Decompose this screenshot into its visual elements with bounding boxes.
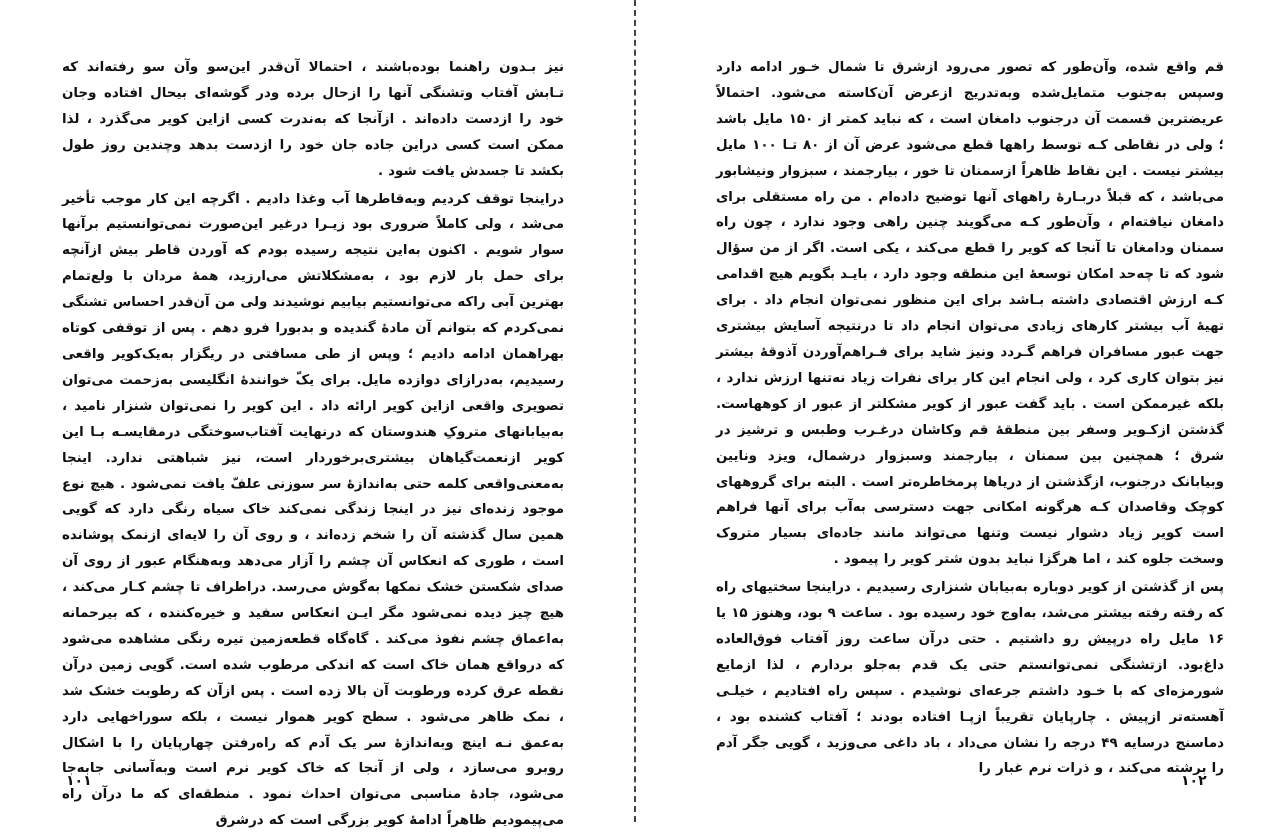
paragraph: نیز بـدون راهنما بوده‌باشند ، احتمالا آن‌قدر این‌سو وآن سو رفته‌اند که تـابش آفتاب وتشنگی آنها را ازحال برده ودر گوشه‌ای بیحال افتاده وجان خود را ازدست داده‌اند . ازآنجا که به‌ندرت کسی ازاین کویر می‌گذرد ، لذا ممکن است کسی دراین جاده جان خود را ازدست بدهد وچندین روز طول بکشد تا جسدش یافت شود .: [62, 60, 564, 179]
paragraph: پس از گذشتن از کویر دوباره به‌بیابان شنزاری رسیدیم . دراینجا سختیهای راه که رفته رفته بیشتر می‌شد، به‌اوج خود رسیده بود . ساعت ۹ بود، وهنوز ۱۵ یا ۱۶ مایل راه درپیش رو داشتیم . حتی درآن ساعت روز آفتاب فوق‌العاده داغ‌بود. ازتشنگی نمی‌توانستم حتی یک قدم به‌جلو بردارم ، لذا ازمایع شورمزه‌ای که با خـود داشتم جرعه‌ای نوشیدم . سپس راه افتادیم ، خیلـی آهسته‌تر ازپیش . چارپایان تقریباً ازپـا افتاده بودند ؛ آفتاب کشنده بود ، دماسنج درسایه ۴۹ درجه را نشان می‌داد ، باد داغی می‌وزید ، گویی جگر آدم را برشته می‌کند ، و ذرات نرم غبار را: [716, 580, 1225, 777]
right-page-number: ۱۰۲: [1181, 773, 1207, 789]
paragraph: دراینجا توقف کردیم وبه‌قاطرها آب وغذا دادیم . اگرچه این کار موجب تأخیر می‌شد ، ولی کاملاً ضروری بود زیـرا درغیر این‌صورت نمی‌توانستیم برآنها سوار شویم . اکنون به‌این نتیجه رسیده بودم که آوردن قاطر بیش ازآنچه برای حمل بار لازم بود ، به‌مشکلاتش می‌ارزید، همهٔ مردان با ولع‌تمام بهترین آبی راکه می‌توانستیم بیابیم نوشیدند ولی من آن‌قدر احساس تشنگی نمی‌کردم که بتوانم آن مادهٔ گندیده و بدبورا فرو دهم . پس از توقفی کوتاه بهراهمان ادامه دادیم ؛ وپس از طی مسافتی در ریگزار به‌یک‌کویر واقعی رسیدیم، به‌درازای دوازده مایل. برای یکّ خوانندهٔ انگلیسی به‌زحمت می‌توان تصویری واقعی ازاین کویر ارائه داد . این کویر را نمی‌توان شنزار نامید ، به‌بیابانهای متروکِ هندوستان که درنهایت آفتاب‌سوختگی درمقایسـه بـا این کویر ازنعمت‌گیاهان بیشتری‌برخوردار است، نیز شباهتی ندارد. اینجا به‌معنی‌واقعی کلمه حتی به‌اندازهٔ سر سوزنی علفّ یافت نمی‌شود . هیچ نوع موجود زنده‌ای نیز در اینجا زندگی نمی‌کند خاک سیاه رنگی دارد که گویی همین سال گذشته آن را شخم زده‌اند ، و روی آن را لایه‌ای ازنمک پوشانده است ، طوری که انعکاس آن چشم را آزار می‌دهد وبه‌هنگام عبور از روی آن صدای شکستن خشک نمکها به‌گوش می‌رسد. دراطراف تا چشم کـار می‌کند ، هیچ چیز دیده نمی‌شود مگر ایـن انعکاس سفید و خیره‌کننده ، که بیرحمانه به‌اعماق چشم نفوذ می‌کند . گاه‌گاه قطعه‌زمین تیره رنگی مشاهده می‌شود که درواقع همان خاک است که اندکی مرطوب شده است. گویی زمین درآن نقطه عرق کرده ورطوبت آن بالا زده است . پس ازآن که رطوبت خشک شد ، نمک ظاهر می‌شود . سطح کویر هموار نیست ، بلکه سوراخهایی دارد به‌عمق نـه اینچ وبه‌اندازهٔ سر یک آدم که راه‌رفتن چهارپایان را با اشکال روبرو می‌سازد ، ولی از آنجا که خاک کویر نرم است وبه‌آسانی جابه‌جا می‌شود، جادهٔ مناسبی می‌توان احداث نمود . منطقه‌ای که ما درآن راه می‌پیمودیم ظاهراً ادامهٔ کویر بزرگی است که درشرق: [62, 191, 564, 829]
page-gutter-divider: [634, 0, 636, 822]
right-page-text: [716, 55, 1225, 777]
left-page-number: ۱۰۱: [66, 773, 92, 789]
paragraph: قم واقع شده، وآن‌طور که تصور می‌رود ازشرق تا شمال خـور ادامه دارد وسپس به‌جنوب متمایل‌شده وبه‌تدریج ازعرض آن‌کاسته می‌شود. احتمالاً عریضترین قسمت آن درجنوب دامغان است ، که نباید کمتر از ۱۵۰ مایل باشد ؛ ولی در نقاطی کـه توسط راهها قطع می‌شود عرض آن از ۸۰ تـا ۱۰۰ مایل بیشتر نیست . این نقاط ظاهراً ازسمنان تا خور ، بیارجمند ، سبزوار ونیشابور می‌باشد ، که قبلاً دربـارهٔ راههای آنها توضیح داده‌ام . من راه مستقلی برای دامغان نیافته‌ام ، وآن‌طور کـه می‌گویند چنین راهی وجود ندارد ، چون راه سمنان ودامغان تا آنجا که کویر را قطع می‌کند ، یکی است. اگر از من سؤال شود که تا چه‌حد امکان توسعهٔ این منطقه وجود دارد ، بایـد بگویم هیچ اقدامی کـه ارزش اقتصادی داشته بـاشد برای این منظور نمی‌توان انجام داد . برای تهیهٔ آب بیشتر کارهای زیادی می‌توان انجام داد تا درنتیجه آسایش بیشتری جهت عبور مسافران فراهم گـردد ونیز شاید برای فـراهم‌آوردن آذوقهٔ بیشتر نیز بتوان کاری کرد ، ولی انجام این کار برای نفرات زیاد نه‌تنها ارزش ندارد ، بلکه غیرممکن است . باید گفت عبور از کویر مشکلتر از عبور از کوههاست. گذشتن ازکـویر وسفر بین منطقهٔ قم وکاشان درغـرب وطبس و ترشیز در شرق ؛ همچنین بین سمنان ، بیارجمند وسبزوار درشمال، ویزد ونایین وبیابانک درجنوب، ازگذشتن از دریاها پرمخاطره‌تر است . البته برای گروههای کوچک وقاصدان کـه هرگونه امکانی جهت دسترسی به‌آب برای آنها فراهم است کویر زیاد دشوار نیست وتنها می‌تواند مانند جاده‌ای بسیار متروک وسخت جلوه کند ، اما هرگز‌ا نباید بدون شتر کویر را پیمود .: [716, 60, 1224, 568]
